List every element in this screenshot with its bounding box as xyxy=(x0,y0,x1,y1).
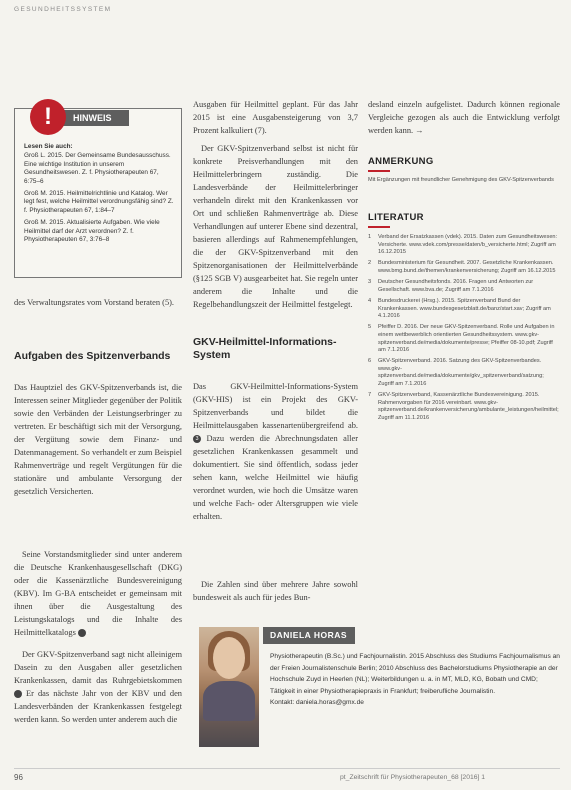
divider xyxy=(368,226,390,228)
hinweis-box xyxy=(14,103,182,278)
literatur-number: 2 xyxy=(368,260,372,267)
col2-para-2-text: Das GKV-Heilmittel-Informations-System (GKV-HIS) ist ein Projekt des GKV-Spitzenverbands und bildet die Heilmittelausgaben kassenartenübergreifend ab. xyxy=(193,382,358,430)
hinweis-body xyxy=(24,143,175,248)
author-bio-text: Physiotherapeutin (B.Sc.) und Fachjournalistin. 2015 Abschluss des Studiums Fachjournalismus an der Freien Journalistenschule Berlin; 2010 Abschluss des Bachelorstudiums Physiotherapie an der Hochschule Zuyd in Heerlen (NL); Weiterbildungen u. a. in MT, MLD, KG, Bobath und CMD; Tätigkeit in einer Physiotherapiepraxis in Frankfurt; freiberufliche Journalistin. xyxy=(270,653,560,695)
heading-aufgaben: Aufgaben des Spitzenverbands xyxy=(14,350,171,362)
literatur-text: Pfeiffer D. 2016. Der neue GKV-Spitzenverband. Rolle und Aufgaben in einem wettbewerblich orientierten Gesundheitssystem. www.gkv-spitzenverband.de/media/dokumente/presse; Pfeiffer 08-10.pdf; Zugriff am 7.1.2016 xyxy=(378,324,555,354)
page-number: 96 xyxy=(14,773,23,782)
col3-para-top xyxy=(368,98,560,137)
author-name: DANIELA HORAS xyxy=(263,627,355,644)
literatur-text: GKV-Spitzenverband, Kassenärztliche Bundesvereinigung. 2015. Rahmenvorgaben für 2016 vereinbart. www.gkv-spitzenverband.de/krankenversicherung/ambulante_leistungen/heilmittel; Zugriff am 11.1.2016 xyxy=(378,392,559,422)
literatur-number: 6 xyxy=(368,358,372,365)
hinweis-ref: Groß M. 2015. Aktualisierte Aufgaben. Wie viele Heilmittel darf der Arzt verordnen? Z. f. Physiotherapeuten 67, 3:76–8 xyxy=(24,219,160,244)
hinweis-lesen-label: Lesen Sie auch: xyxy=(24,143,73,150)
literatur-number: 4 xyxy=(368,297,372,304)
col1-para-top: des Verwaltungsrates vom Vorstand beraten (5). xyxy=(14,298,175,307)
author-contact-link[interactable]: Kontakt: daniela.horas@gmx.de xyxy=(270,699,364,707)
col3-para-top-text: desland einzeln aufgelistet. Dadurch können regionale Vergleiche gezogen als auch die Entwicklung verfolgt werden kann. xyxy=(368,100,560,135)
author-bio xyxy=(270,651,560,709)
literatur-text: Bundesdruckerei (Hrsg.). 2015. Spitzenverband Bund der Krankenkassen. www.bundesgesetzblatt.de/banz/start.xav; Zugriff am 4.1.2016 xyxy=(378,297,551,320)
literatur-text: GKV-Spitzenverband. 2016. Satzung des GKV-Spitzenverbandes. www.gkv-spitzenverband.de/media/dokumente/gkv_spitzenverband/satzung; Zugriff am 7.1.2016 xyxy=(378,358,544,388)
col1-para-1: Das Hauptziel des GKV-Spitzenverbands ist, die Interessen seiner Mitglieder gegenüber der Politik sowie den Verbänden der Leistungserbringer zu vertreten. Er beschäftigt sich mit der Versorgung, der Vergütung sowie dem Finanz- und Datenmanagement. So verhandelt er zum Beispiel Rahmenverträge und regelt Vergütungen für die stationäre und ambulante Versorgung der gesetzlich Versicherten. xyxy=(14,383,182,496)
anmerkung-section xyxy=(368,156,560,185)
col1-para-2-text: Seine Vorstandsmitglieder sind unter anderem die Deutsche Krankenhausgesellschaft (DKG) oder die Kassenärztliche Bundesvereinigung (KBV). Im G-BA entscheidet er gemeinsam mit ihnen über die Ausgestaltung des Leistungskatalogs und die Inhalte des Heilmittelkatalogs xyxy=(14,550,182,637)
hinweis-ref: Groß L. 2015. Der Gemeinsame Bundesausschuss. Eine wichtige Institution in unserem Gesundheitswesen. Z. f. Physiotherapeuten 67, 6:75–6 xyxy=(24,152,171,185)
author-photo xyxy=(199,627,259,747)
figure-ref-badge[interactable]: 3 xyxy=(193,435,201,443)
footer-divider xyxy=(14,768,560,769)
col1-para-2 xyxy=(14,548,182,639)
literatur-item xyxy=(368,260,560,275)
figure-ref-badge[interactable]: 2 xyxy=(14,690,22,698)
col2-para-2 xyxy=(193,380,358,523)
hinweis-title: HINWEIS xyxy=(59,110,129,126)
divider xyxy=(368,170,390,172)
literatur-number: 1 xyxy=(368,234,372,240)
hinweis-ref: Groß M. 2015. Heilmittelrichtlinie und Katalog. Wer legt fest, welche Heilmittel verordnungsfähig sind? Z. f. Physiotherapeuten 67, 1:84–7 xyxy=(24,190,174,214)
literatur-text: Bundesministerium für Gesundheit. 2007. Gesetzliche Krankenkassen. www.bmg.bund.de/themen/krankenversicherung; Zugriff am 16.12.2015 xyxy=(378,260,556,274)
anmerkung-title: ANMERKUNG xyxy=(368,156,434,167)
literatur-number: 7 xyxy=(368,392,372,399)
figure-ref-badge[interactable]: 1 xyxy=(78,629,86,637)
literatur-item xyxy=(368,298,560,321)
literatur-number: 5 xyxy=(368,324,372,331)
literatur-number: 3 xyxy=(368,279,372,286)
literatur-title: LITERATUR xyxy=(368,212,424,223)
col2-para-2-rest: Dazu werden die Abrechnungsdaten aller gesetzlichen Krankenkassen gesammelt und dokumentiert. Sie sind öffentlich, sodass jeder sehen kann, welche Heilmittel wie häufig verordnet wurden, wie hoch die Umsätze waren und welche Fach- oder Altersgruppen wie viele erhalten. xyxy=(193,434,358,521)
literatur-text: Deutscher Gesundheitsfonds. 2016. Fragen und Antworten zur Gesellschaft. www.bva.de; Zugriff am 7.1.2016 xyxy=(378,279,534,293)
literatur-item xyxy=(368,279,560,294)
journal-footer: pt_Zeitschrift für Physiotherapeuten_68 [2016] 1 xyxy=(340,774,486,781)
literatur-item xyxy=(368,392,560,422)
literatur-item xyxy=(368,234,560,257)
col1-para-3-text: Der GKV-Spitzenverband sagt nicht alleinigem Dasein zu den Ausgaben aller gesetzlichen Krankenkassen, damit das Ruhrgebietskommen xyxy=(14,650,182,685)
literatur-text: Verband der Ersatzkassen (vdek). 2015. Daten zum Gesundheitswesen: Versicherte. www.vdek.com/presse/daten/b_versicherte.html; Zugriff am 16.12.2015 xyxy=(378,234,558,256)
literatur-section xyxy=(368,212,560,426)
exclamation-icon: ! xyxy=(30,99,66,135)
col1-para-3 xyxy=(14,648,182,726)
anmerkung-text: Mit Ergänzungen mit freundlicher Genehmigung des GKV-Spitzenverbands xyxy=(368,177,554,183)
end-mark-icon: → xyxy=(415,126,424,135)
running-head: GESUNDHEITSSYSTEM xyxy=(14,6,112,13)
col2-para-top: Ausgaben für Heilmittel geplant. Für das Jahr 2015 ist eine Ausgabensteigerung von 3,7 Prozent kalkuliert (7). xyxy=(193,100,358,135)
col1-para-3-rest: Er das nächste Jahr von der KBV und den Landesverbänden der Krankenkassen festgelegt werden kann. So werden unter anderem auch die xyxy=(14,689,182,724)
heading-his: GKV-Heilmittel-Informations-System xyxy=(193,336,337,361)
col2-para-1: Der GKV-Spitzenverband selbst ist nicht für konkrete Preisverhandlungen mit den Heilmittelerbringern zuständig. Die Landesverbände der Heilmittelerbringer verhandeln direkt mit den Krankenkassen vor Ort und schließen Rahmenverträge ab. Diese Verhandlungen auf unterer Ebene sind dezentral, basieren allerdings auf Rahmenempfehlungen, die der GKV-Spitzenverband mit den Spitzenorganisationen der Heilmittelverbände (§125 SGB V) ausgearbeitet hat. Sie regeln unter anderem die Inhalte und die Regelbehandlungszeit der Heilmittel festgelegt. xyxy=(193,144,358,309)
literatur-item xyxy=(368,324,560,354)
col2-para-3: Die Zahlen sind über mehrere Jahre sowohl bundesweit als auch für jedes Bun- xyxy=(193,580,358,602)
literatur-item xyxy=(368,358,560,388)
literatur-list xyxy=(368,234,560,423)
